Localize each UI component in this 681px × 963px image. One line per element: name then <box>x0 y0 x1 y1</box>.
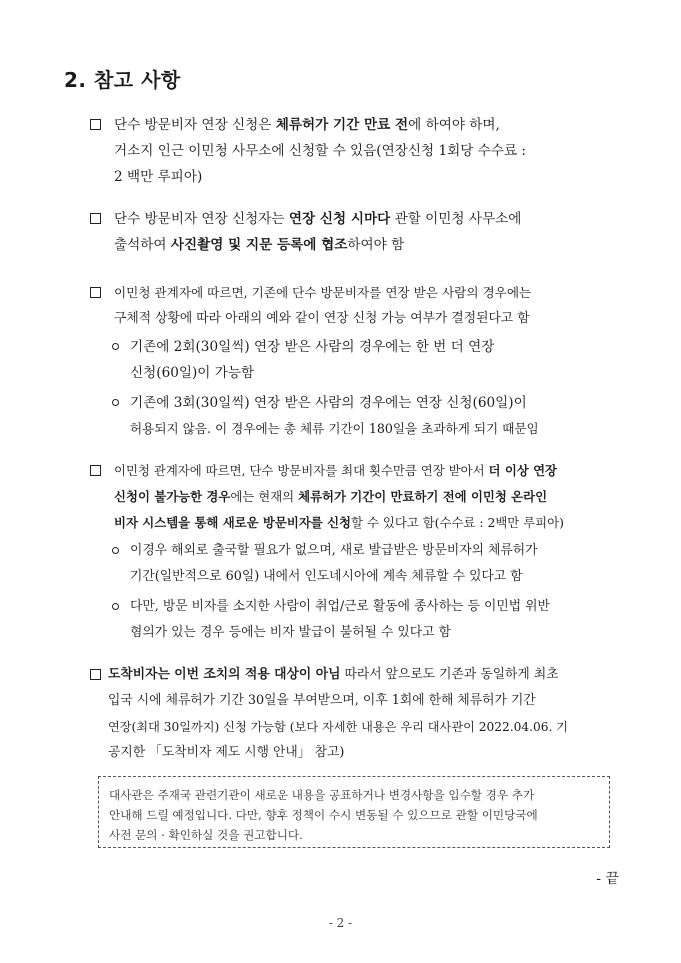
end-mark: - 끝 <box>596 871 619 887</box>
p4-line-1: 이민청 관계자에 따르면, 단수 방문비자를 최대 횟수만큼 연장 받아서 더 이상 연장 <box>114 463 558 478</box>
p5-line-2: 입국 시에 체류허가 기간 30일을 부여받으며, 이후 1회에 한해 체류허가 기간 <box>108 693 536 708</box>
circle-bullet-icon <box>112 603 119 610</box>
p1-line-1: 단수 방문비자 연장 신청은 체류허가 기간 만료 전에 하여야 하며, <box>114 117 500 133</box>
p4-line-3: 비자 시스템을 통해 새로운 방문비자를 신청할 수 있다고 함(수수료 : 2백만 루피아) <box>114 515 564 530</box>
p2-line-2: 출석하여 사진촬영 및 지문 등록에 협조하여야 함 <box>114 237 405 253</box>
circle-bullet-icon <box>112 343 119 350</box>
notice-line-3: 사전 문의 · 확인하실 것을 권고합니다. <box>109 828 303 842</box>
p5-line-1: 도착비자는 이번 조치의 적용 대상이 아님 따라서 앞으로도 기존과 동일하게 최초 <box>108 667 559 682</box>
checkbox-bullet-icon <box>90 465 101 476</box>
p3-line-2: 구체적 상황에 따라 아래의 예와 같이 연장 신청 가능 여부가 결정된다고 함 <box>114 311 530 326</box>
p3-line-1: 이민청 관계자에 따르면, 기존에 단수 방문비자를 연장 받은 사람의 경우에는 <box>114 285 532 300</box>
page-number: - 2 - <box>328 916 353 930</box>
section-heading: 2. 참고 사항 <box>64 68 181 92</box>
notice-line-1: 대사관은 주재국 관련기관이 새로운 내용을 공표하거나 변경사항을 입수할 경우 추가 <box>109 788 535 802</box>
notice-box <box>98 776 610 848</box>
p5-line-3: 연장(최대 30일까지) 신청 가능함 (보다 자세한 내용은 우리 대사관이 2022.04.06. 기 <box>108 720 569 734</box>
document-page: 2. 참고 사항 단수 방문비자 연장 신청은 체류허가 기간 만료 전에 하여야 하며, 거소지 인근 이민청 사무소에 신청할 수 있음(연장신청 1회당 수수료 : 2 백만 루피아) 단수 방문비자 연장 신청자는 연장 신청 시마다 관할 이민청 사무소에 출석하여 사진촬영 및 지문 등록에 협조하여야 함 이민청 관계자에 따르면, 기존에 단수 방문비자를 연장 받은 사람의 경우에는 구체적 상황에 따라 아래의 예와 같이 연장 신청 가능 여부가 결정된다고 함 기존에 2회(30일씩) 연장 받은 사람의 경우에는 한 번 더 연장 신청(60일)이 가능함 기존에 3회(30일씩) 연장 받은 사람의 경우에는 연장 신청(60일)이 허용되지 않음. 이 경우에는 총 체류 기간이 180일을 초과하게 되기 때문임 이민청 관계자에 따르면, 단수 방문비자를 최대 횟수만큼 연장 받아서 더 이상 연장 신청이 불가능한 경우에는 현재의 체류허가 기간이 만료하기 전에 이민청 온라인 비자 시스템을 통해 새로운 방문비자를 신청할 수 있다고 함(수수료 : 2백만 루피아) 이경우 해외로 출국할 필요가 없으며, 새로 발급받은 방문비자의 체류허가 기간(일반적으로 60일) 내에서 인도네시아에 계속 체류할 수 있다고 함 다만, 방문 비자를 소지한 사람이 취업/근로 활동에 종사하는 등 이민법 위반 혐의가 있는 경우 등에는 비자 발급이 불허될 수 있다고 함 도착비자는 이번 조치의 적용 대상이 아님 따라서 앞으로도 기존과 동일하게 최초 입국 시에 체류허가 기간 30일을 부여받으며, 이후 1회에 한해 체류허가 기간 연장(최대 30일까지) 신청 가능함 (보다 자세한 내용은 우리 대사관이 2022.04.06. 기 공지한 「도착비자 제도 시행 안내」 참고) 대사관은 주재국 관련기관이 새로운 내용을 공표하거나 변경사항을 입수할 경우 추가 안내해 드릴 예정입니다. 다만, 향후 정책이 수시 변동될 수 있으므로 관할 이민당국에 사전 문의 · 확인하실 것을 권고합니다. - 끝 - 2 - <box>0 0 681 963</box>
circle-bullet-icon <box>112 399 119 406</box>
circle-bullet-icon <box>112 547 119 554</box>
checkbox-bullet-icon <box>90 213 101 224</box>
notice-line-2: 안내해 드릴 예정입니다. 다만, 향후 정책이 수시 변동될 수 있으므로 관할 이민당국에 <box>109 808 538 822</box>
checkbox-bullet-icon <box>90 287 101 298</box>
p1-line-2: 거소지 인근 이민청 사무소에 신청할 수 있음(연장신청 1회당 수수료 : <box>114 143 526 159</box>
checkbox-bullet-icon <box>90 119 101 130</box>
p1-line-3: 2 백만 루피아) <box>114 169 203 185</box>
p2-line-1: 단수 방문비자 연장 신청자는 연장 신청 시마다 관할 이민청 사무소에 <box>114 211 522 227</box>
checkbox-bullet-icon <box>90 669 101 680</box>
p5-line-4: 공지한 「도착비자 제도 시행 안내」 참고) <box>108 745 345 760</box>
p4-line-2: 신청이 불가능한 경우에는 현재의 체류허가 기간이 만료하기 전에 이민청 온라인 <box>114 489 548 504</box>
